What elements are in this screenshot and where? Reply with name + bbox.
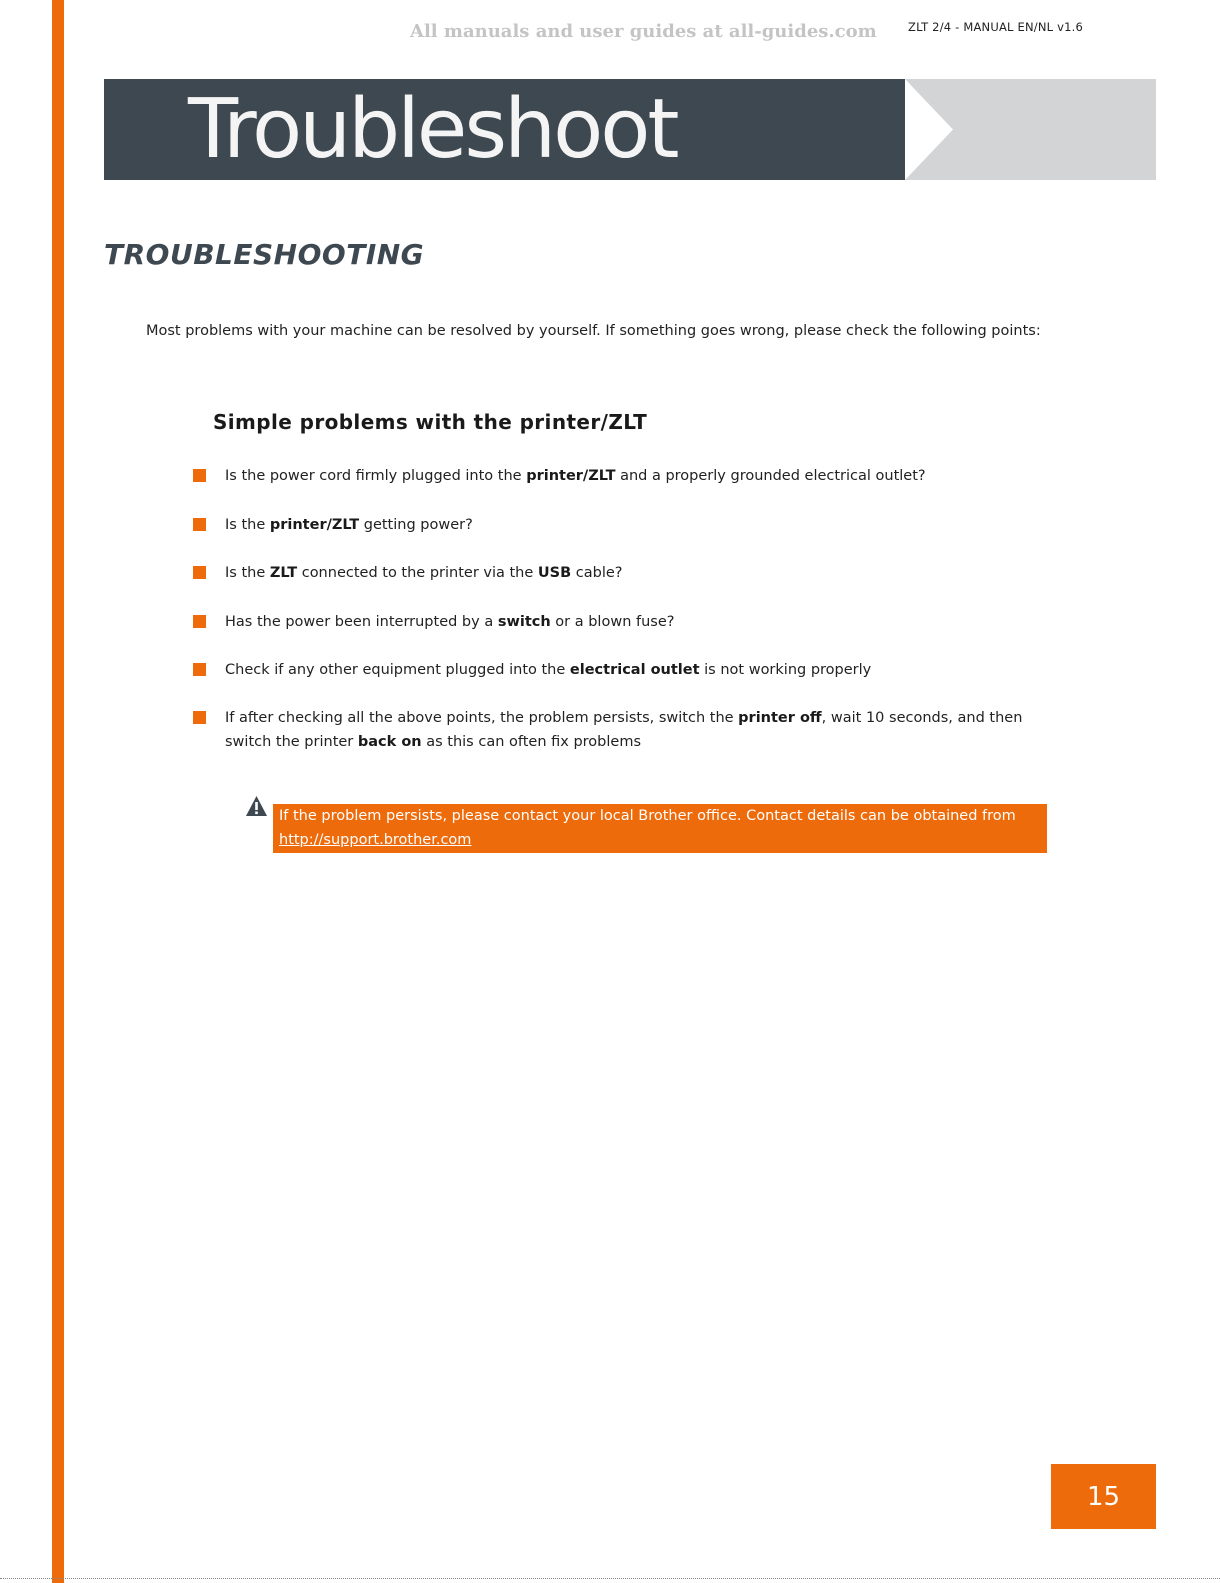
list-item-text: as this can often fix problems bbox=[421, 734, 642, 750]
list-item bbox=[225, 561, 1045, 585]
chevron-right-icon bbox=[905, 79, 955, 180]
warning-text: If the problem persists, please contact your local Brother office. Contact details can be obtained from bbox=[279, 808, 1016, 824]
left-accent-bar bbox=[52, 0, 64, 1583]
list-item-emphasis: printer/ZLT bbox=[526, 468, 616, 484]
document-reference: ZLT 2/4 - MANUAL EN/NL v1.6 bbox=[908, 20, 1083, 34]
list-item bbox=[225, 658, 1045, 682]
list-item-emphasis: USB bbox=[537, 565, 572, 581]
list-item-text: or a blown fuse? bbox=[550, 614, 675, 630]
watermark: All manuals and user guides at all-guides.com bbox=[410, 21, 877, 42]
list-item-text: cable? bbox=[571, 565, 623, 581]
bullet-square-icon bbox=[193, 518, 206, 531]
list-item-text: Is the bbox=[225, 565, 270, 581]
list-item-emphasis: switch bbox=[497, 614, 551, 630]
warning-triangle-icon bbox=[245, 795, 268, 817]
support-link[interactable]: http://support.brother.com bbox=[279, 832, 472, 848]
list-item-text: and a properly grounded electrical outlet? bbox=[615, 468, 926, 484]
list-item-emphasis: printer off bbox=[738, 710, 822, 726]
list-item-text: Is the bbox=[225, 517, 270, 533]
intro-paragraph: Most problems with your machine can be resolved by yourself. If something goes wrong, please check the following points: bbox=[146, 323, 1041, 339]
bullet-square-icon bbox=[193, 615, 206, 628]
list-item-text: , wait 10 seconds, and then switch the printer bbox=[225, 710, 1023, 750]
list-item bbox=[225, 513, 1045, 537]
subheading: Simple problems with the printer/ZLT bbox=[213, 410, 648, 434]
section-title: TROUBLESHOOTING bbox=[104, 238, 425, 271]
list-item bbox=[225, 706, 1045, 754]
list-item bbox=[225, 464, 1045, 488]
bullet-square-icon bbox=[193, 469, 206, 482]
bullet-square-icon bbox=[193, 663, 206, 676]
list-item-text: getting power? bbox=[359, 517, 473, 533]
bottom-dotted-rule bbox=[0, 1578, 1220, 1579]
list-item-text: Has the power been interrupted by a bbox=[225, 614, 498, 630]
list-item-emphasis: ZLT bbox=[269, 565, 298, 581]
page-number: 15 bbox=[1051, 1464, 1156, 1529]
list-item-text: connected to the printer via the bbox=[297, 565, 538, 581]
list-item-text: If after checking all the above points, the problem persists, switch the bbox=[225, 710, 739, 726]
list-item-text: Check if any other equipment plugged into the bbox=[225, 662, 570, 678]
list-item-emphasis: electrical outlet bbox=[569, 662, 700, 678]
warning-callout bbox=[273, 804, 1047, 853]
bullet-square-icon bbox=[193, 711, 206, 724]
list-item-emphasis: printer/ZLT bbox=[269, 517, 360, 533]
list-item-text: is not working properly bbox=[699, 662, 872, 678]
list-item-text: Is the power cord firmly plugged into the bbox=[225, 468, 527, 484]
page-title: Troubleshoot bbox=[188, 82, 677, 177]
list-item-emphasis: back on bbox=[357, 734, 422, 750]
list-item bbox=[225, 610, 1045, 634]
bullet-square-icon bbox=[193, 566, 206, 579]
